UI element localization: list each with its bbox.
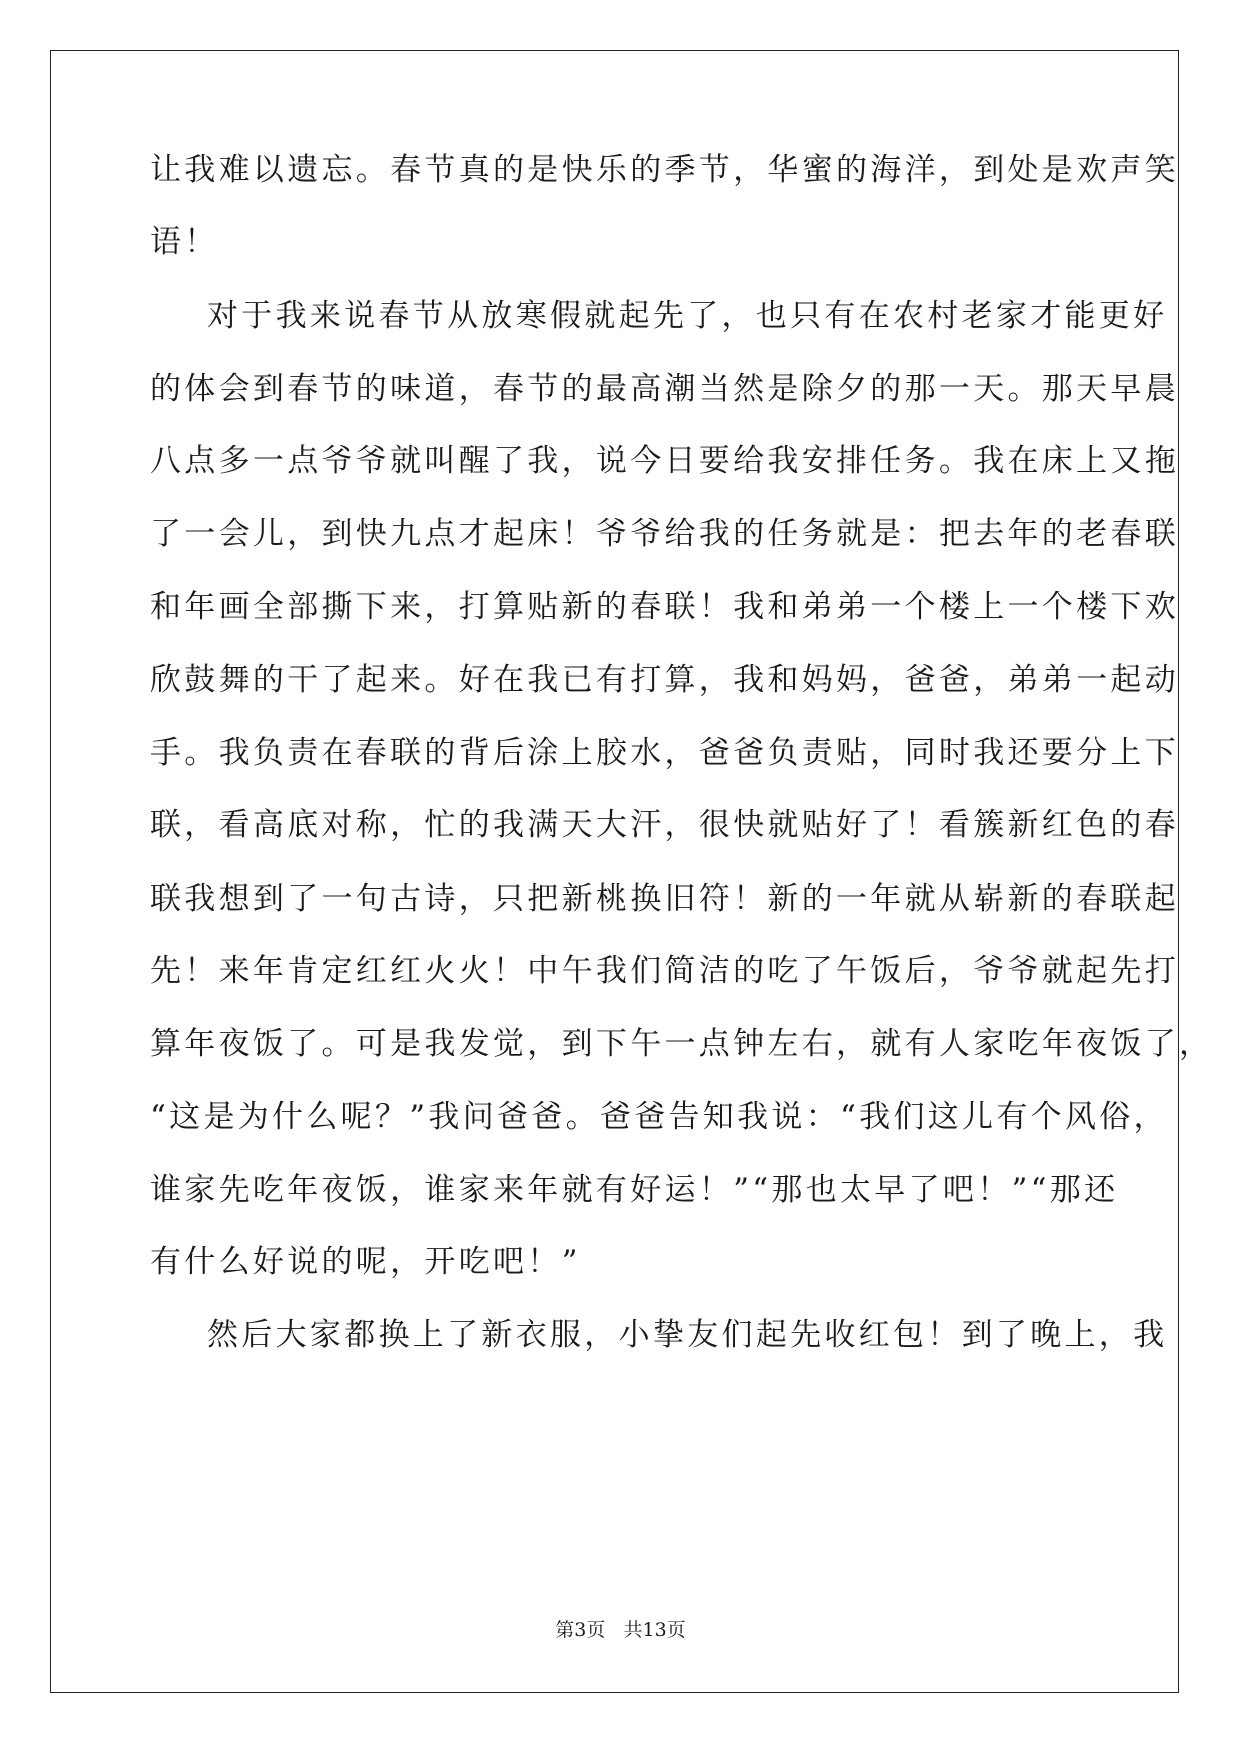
text-line: 谁家先吃年夜饭，谁家来年就有好运！”“那也太早了吧！”“那还	[150, 1172, 1119, 1208]
text-line: 先！来年肯定红红火火！中午我们简洁的吃了午饭后，爷爷就起先打	[150, 953, 1179, 989]
text-line: 语！	[150, 224, 219, 260]
text-line: “这是为什么呢？”我问爸爸。爸爸告知我说：“我们这儿有个风俗，	[150, 1099, 1168, 1135]
text-line: 联，看高底对称，忙的我满天大汗，很快就贴好了！看簇新红色的春	[150, 807, 1179, 843]
text-line: 让我难以遗忘。春节真的是快乐的季节，华蜜的海洋，到处是欢声笑	[150, 152, 1179, 188]
text-line: 手。我负责在春联的背后涂上胶水，爸爸负责贴，同时我还要分上下	[150, 735, 1179, 771]
page-number: 第3页 共13页	[555, 1619, 686, 1641]
text-line: 八点多一点爷爷就叫醒了我，说今日要给我安排任务。我在床上又拖	[150, 443, 1179, 479]
paragraph-first-line: 然后大家都换上了新衣服，小挚友们起先收红包！到了晚上，我	[207, 1317, 1168, 1353]
text-line: 算年夜饭了。可是我发觉，到下午一点钟左右，就有人家吃年夜饭了，	[150, 1026, 1214, 1062]
text-line: 了一会儿，到快九点才起床！爷爷给我的任务就是：把去年的老春联	[150, 516, 1179, 552]
paragraph-first-line: 对于我来说春节从放寒假就起先了，也只有在农村老家才能更好	[207, 298, 1168, 334]
text-line: 联我想到了一句古诗，只把新桃换旧符！新的一年就从崭新的春联起	[150, 881, 1179, 917]
text-line: 有什么好说的呢，开吃吧！”	[150, 1244, 581, 1280]
text-line: 和年画全部撕下来，打算贴新的春联！我和弟弟一个楼上一个楼下欢	[150, 589, 1179, 625]
text-line: 的体会到春节的味道，春节的最高潮当然是除夕的那一天。那天早晨	[150, 371, 1179, 407]
text-line: 欣鼓舞的干了起来。好在我已有打算，我和妈妈，爸爸，弟弟一起动	[150, 662, 1179, 698]
